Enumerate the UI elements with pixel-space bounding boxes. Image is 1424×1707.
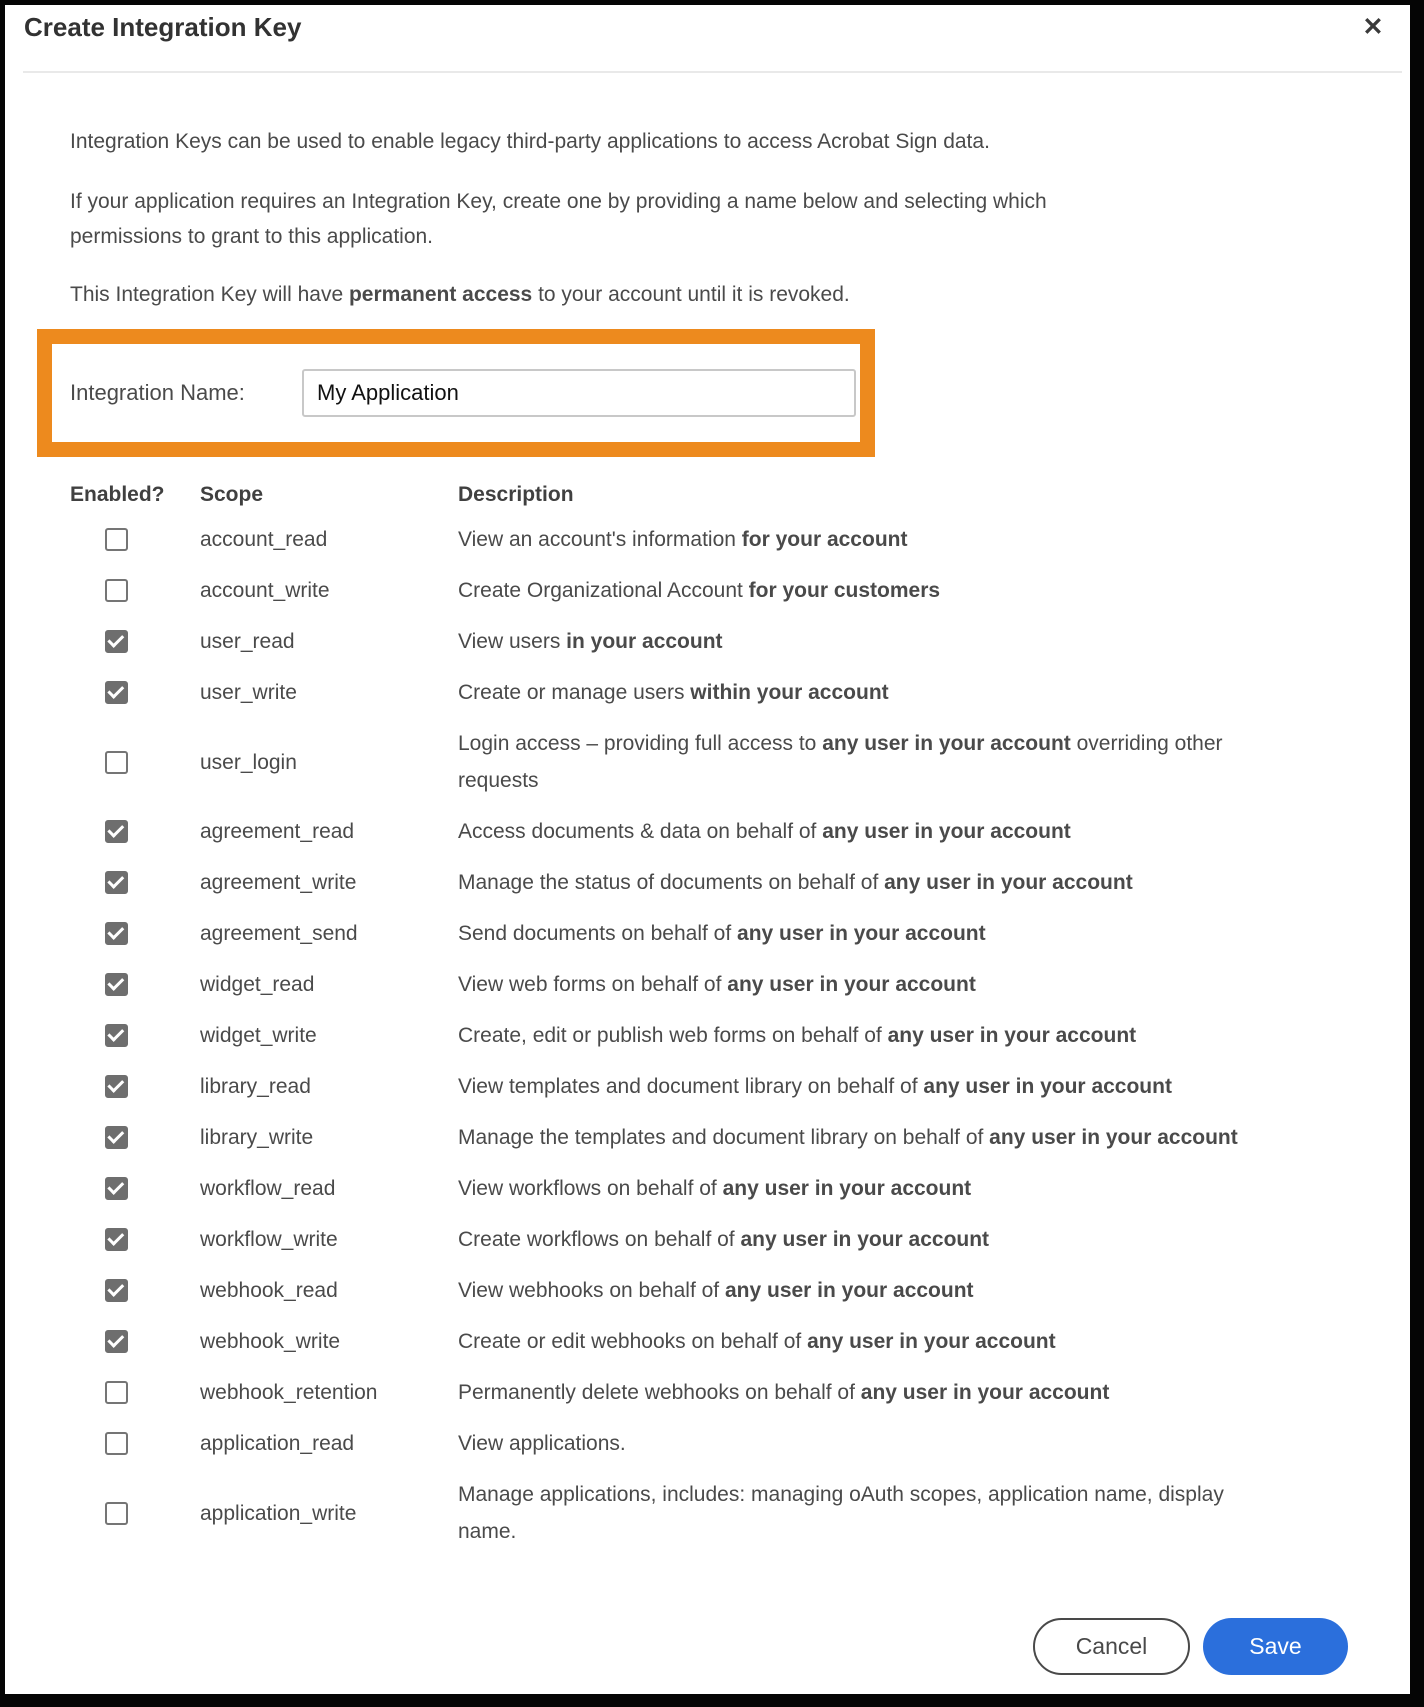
- scope-table-header: [70, 478, 1250, 511]
- enabled-cell: [70, 1432, 200, 1455]
- cancel-button[interactable]: Cancel: [1033, 1618, 1190, 1675]
- scope-checkbox[interactable]: [105, 579, 128, 602]
- enabled-cell: [70, 871, 200, 894]
- checkmark-icon: [107, 682, 124, 699]
- scope-label: application_write: [200, 1501, 357, 1525]
- integration-name-label: Integration Name:: [70, 380, 245, 405]
- scope-checkbox[interactable]: [105, 871, 128, 894]
- enabled-cell: [70, 922, 200, 945]
- scope-description: Manage the templates and document library on behalf of any user in your account: [458, 1126, 1238, 1149]
- enabled-cell: [70, 1279, 200, 1302]
- scope-checkbox[interactable]: [105, 630, 128, 653]
- checkmark-icon: [107, 1127, 124, 1144]
- scope-label: library_read: [200, 1075, 311, 1098]
- enabled-cell: [70, 973, 200, 996]
- scope-checkbox[interactable]: [105, 1177, 128, 1200]
- scope-checkbox[interactable]: [105, 922, 128, 945]
- table-row: [70, 718, 1250, 806]
- save-button[interactable]: Save: [1203, 1618, 1348, 1675]
- enabled-cell: [70, 681, 200, 704]
- enabled-cell: [70, 1075, 200, 1098]
- checkmark-icon: [107, 1025, 124, 1042]
- checkmark-icon: [107, 631, 124, 648]
- intro-paragraph-3: This Integration Key will have permanent access to your account until it is revoked.: [70, 283, 850, 306]
- checkmark-icon: [107, 1280, 124, 1297]
- scope-description: Access documents & data on behalf of any user in your account: [458, 820, 1071, 843]
- checkmark-icon: [107, 1076, 124, 1093]
- scope-description: Login access – providing full access to any user in your account overriding other requests: [458, 732, 1223, 792]
- close-icon: ✕: [1362, 13, 1384, 41]
- scope-label: library_write: [200, 1126, 314, 1149]
- checkmark-icon: [107, 1229, 124, 1246]
- scope-description: Manage applications, includes: managing oAuth scopes, application name, display name.: [458, 1483, 1224, 1543]
- scope-description: View templates and document library on behalf of any user in your account: [458, 1075, 1172, 1098]
- enabled-cell: [70, 751, 200, 774]
- header-scope: Scope: [200, 483, 264, 506]
- scope-label: workflow_write: [200, 1228, 338, 1251]
- scope-description: Create or edit webhooks on behalf of any user in your account: [458, 1330, 1056, 1353]
- scope-checkbox[interactable]: [105, 528, 128, 551]
- scope-description: Create workflows on behalf of any user in your account: [458, 1228, 990, 1251]
- header-enabled: Enabled?: [70, 483, 165, 506]
- enabled-cell: [70, 579, 200, 602]
- scope-checkbox[interactable]: [105, 1502, 128, 1525]
- scope-description: Send documents on behalf of any user in your account: [458, 922, 986, 945]
- scope-checkbox[interactable]: [105, 751, 128, 774]
- enabled-cell: [70, 630, 200, 653]
- header-description: Description: [458, 483, 574, 506]
- scope-description: Manage the status of documents on behalf of any user in your account: [458, 871, 1133, 894]
- scope-label: webhook_write: [200, 1330, 341, 1353]
- enabled-cell: [70, 528, 200, 551]
- scope-checkbox[interactable]: [105, 973, 128, 996]
- table-row: [70, 1418, 1250, 1469]
- enabled-cell: [70, 1381, 200, 1404]
- scope-checkbox[interactable]: [105, 1126, 128, 1149]
- scope-checkbox[interactable]: [105, 820, 128, 843]
- scope-label: widget_write: [200, 1024, 317, 1047]
- checkmark-icon: [107, 821, 124, 838]
- enabled-cell: [70, 1502, 200, 1525]
- scope-description: Create Organizational Account for your customers: [458, 579, 941, 602]
- enabled-cell: [70, 1330, 200, 1353]
- enabled-cell: [70, 1177, 200, 1200]
- scope-description: Create or manage users within your account: [458, 681, 889, 704]
- table-row: [70, 565, 1250, 616]
- scope-label: webhook_retention: [200, 1381, 378, 1404]
- integration-name-row: [52, 344, 860, 442]
- table-row: [70, 1214, 1250, 1265]
- scope-checkbox[interactable]: [105, 1024, 128, 1047]
- checkmark-icon: [107, 1178, 124, 1195]
- table-row: [70, 667, 1250, 718]
- checkmark-icon: [107, 974, 124, 991]
- scope-description: Permanently delete webhooks on behalf of any user in your account: [458, 1381, 1110, 1404]
- scope-table: [70, 478, 1250, 1557]
- title-divider: [23, 71, 1402, 73]
- scope-description: View web forms on behalf of any user in your account: [458, 973, 976, 996]
- integration-name-highlight: [37, 329, 875, 457]
- checkmark-icon: [107, 923, 124, 940]
- intro-paragraph-2: If your application requires an Integration Key, create one by providing a name below and selecting which permissions to grant to this application.: [70, 190, 1047, 248]
- table-row: [70, 1163, 1250, 1214]
- scope-label: widget_read: [200, 973, 315, 996]
- table-row: [70, 806, 1250, 857]
- scope-description: View workflows on behalf of any user in your account: [458, 1177, 972, 1200]
- close-button[interactable]: [1356, 10, 1390, 44]
- intro-paragraph-1: Integration Keys can be used to enable legacy third-party applications to access Acrobat Sign data.: [70, 130, 990, 153]
- enabled-cell: [70, 820, 200, 843]
- scope-checkbox[interactable]: [105, 1330, 128, 1353]
- scope-checkbox[interactable]: [105, 1075, 128, 1098]
- scope-label: user_write: [200, 681, 297, 704]
- table-row: [70, 1112, 1250, 1163]
- enabled-cell: [70, 1126, 200, 1149]
- table-row: [70, 908, 1250, 959]
- scope-label: account_read: [200, 528, 328, 551]
- checkmark-icon: [107, 872, 124, 889]
- scope-description: Create, edit or publish web forms on behalf of any user in your account: [458, 1024, 1137, 1047]
- scope-checkbox[interactable]: [105, 681, 128, 704]
- table-row: [70, 616, 1250, 667]
- scope-label: agreement_send: [200, 922, 358, 945]
- scope-label: workflow_read: [200, 1177, 336, 1200]
- integration-name-input[interactable]: [302, 369, 856, 417]
- scope-description: View webhooks on behalf of any user in your account: [458, 1279, 974, 1302]
- scope-description: View applications.: [458, 1432, 626, 1455]
- enabled-cell: [70, 1024, 200, 1047]
- table-row: [70, 1469, 1250, 1557]
- scope-description: View users in your account: [458, 630, 723, 653]
- scope-label: agreement_write: [200, 871, 357, 894]
- scope-checkbox[interactable]: [105, 1381, 128, 1404]
- table-row: [70, 1316, 1250, 1367]
- dialog-title: Create Integration Key: [24, 12, 302, 42]
- scope-description: View an account's information for your account: [458, 528, 908, 551]
- enabled-cell: [70, 1228, 200, 1251]
- checkmark-icon: [107, 1331, 124, 1348]
- table-row: [70, 959, 1250, 1010]
- dialog-footer: [1033, 1618, 1348, 1675]
- table-row: [70, 1367, 1250, 1418]
- table-row: [70, 1061, 1250, 1112]
- scope-label: agreement_read: [200, 820, 355, 843]
- scope-label: webhook_read: [200, 1279, 338, 1302]
- scope-checkbox[interactable]: [105, 1432, 128, 1455]
- scope-checkbox[interactable]: [105, 1228, 128, 1251]
- scope-label: user_login: [200, 750, 297, 774]
- scope-label: user_read: [200, 630, 295, 653]
- table-row: [70, 1010, 1250, 1061]
- table-row: [70, 1265, 1250, 1316]
- scope-label: account_write: [200, 579, 330, 602]
- scope-checkbox[interactable]: [105, 1279, 128, 1302]
- scope-label: application_read: [200, 1432, 355, 1455]
- table-row: [70, 857, 1250, 908]
- table-row: [70, 514, 1250, 565]
- scope-table-body: [70, 514, 1250, 1557]
